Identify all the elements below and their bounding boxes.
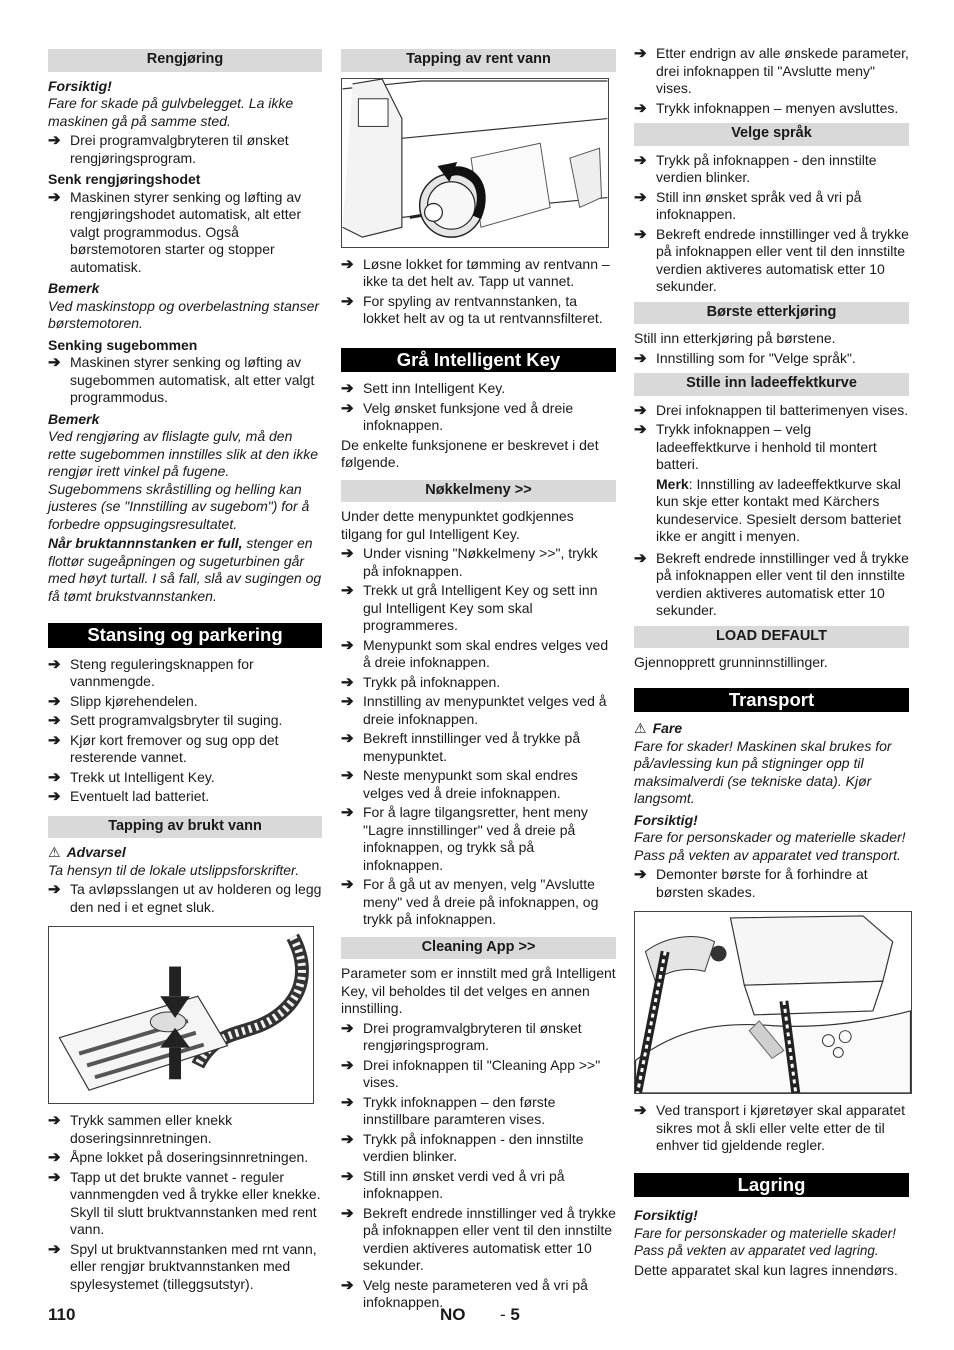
list-item: ➔ Tapp ut det brukte vannet - reguler vannmengden ved å trykke eller knekke. Skyll til slutt bruktvannstanken med rent vann. <box>48 1168 321 1237</box>
danger-text: Fare for skader! Maskinen skal brukes for på/avlessing kun på stigninger opp til maksimalverdi (se tekniske data). Kjør langsomt. <box>634 737 892 806</box>
section-heading-transport: Transport <box>634 688 909 713</box>
list-item: ➔ Bekreft endrede innstillinger ved å trykke på infoknappen eller vent til den innstilte verdien aktiveres automatisk etter 10 sekunder. <box>634 549 909 618</box>
list-item: ➔ Still inn ønsket språk ved å vri på infoknappen. <box>634 188 862 222</box>
list-item: ➔ Drei programvalgbryteren til ønsket rengjøringsprogram. <box>48 132 289 166</box>
arrow-icon: ➔ <box>341 767 354 784</box>
arrow-icon: ➔ <box>341 636 354 654</box>
arrow-icon: ➔ <box>634 151 647 169</box>
list-item: ➔ Eventuelt lad batteriet. <box>48 788 210 805</box>
list-item: ➔ Velg ønsket funksjone ved å dreie infoknappen. <box>341 399 574 433</box>
list-item: ➔ Trykk på infoknappen. <box>341 673 501 691</box>
list-item: ➔ Trekk ut grå Intelligent Key og sett inn gul Intelligent Key som skal programmeres. <box>341 582 598 633</box>
arrow-icon: ➔ <box>48 692 61 710</box>
subheading-senk-rengjoringshodet: Senk rengjøringshodet <box>48 171 201 187</box>
list-item: ➔ Kjør kort fremover og sug opp det resterende vannet. <box>48 731 279 765</box>
arrow-icon: ➔ <box>341 693 354 710</box>
list-item: ➔ Innstilling som for "Velge språk". <box>634 349 856 367</box>
arrow-icon: ➔ <box>341 876 354 893</box>
list-item: ➔ Sett inn Intelligent Key. <box>341 380 506 397</box>
list-item: ➔ Still inn ønsket verdi ved å vri på infoknappen. <box>341 1167 565 1201</box>
warning-text: Ta hensyn til de lokale utslippsforskrifter. <box>48 861 300 878</box>
paragraph: De enkelte funksjonene er beskrevet i det følgende. <box>341 436 599 470</box>
list-item: ➔ For å lagre tilgangsretter, hent meny "Lagre innstillinger" ved å dreie på infoknappen, og trykk så på infoknappen. <box>341 804 588 873</box>
list-item: ➔ Drei infoknappen til batterimenyen vises. <box>634 401 909 419</box>
arrow-icon: ➔ <box>341 1019 354 1037</box>
list-item: ➔ Velg neste parameteren ved å vri på infoknappen. <box>341 1276 588 1310</box>
section-heading-borste: Børste etterkjøring <box>634 302 909 325</box>
list-item: ➔ Under visning "Nøkkelmeny >>", trykk på infoknappen. <box>341 545 598 579</box>
arrow-icon: ➔ <box>634 401 647 419</box>
arrow-icon: ➔ <box>48 1112 61 1129</box>
list-item: ➔ Steng reguleringsknappen for vannmengde. <box>48 655 254 689</box>
page-number: 110 <box>48 1305 76 1324</box>
figure-clean-water-cap <box>341 78 609 248</box>
arrow-icon: ➔ <box>341 1093 354 1111</box>
arrow-icon: ➔ <box>341 255 354 273</box>
list-item: ➔ Maskinen styrer senking og løfting av rengjøringshodet automatisk, alt etter valgt programmodus. Også børstemotoren starter og stopper automatisk. <box>48 188 302 275</box>
nokkelmeny-list <box>341 545 616 929</box>
list-item: ➔ Neste menypunkt som skal endres velges ved å dreie infoknappen. <box>341 767 578 801</box>
section-heading-ladeeffekt: Stille inn ladeeffektkurve <box>634 373 909 396</box>
list-item: ➔ Drei infoknappen til "Cleaning App >>" vises. <box>341 1056 601 1090</box>
list-item: ➔ Ved transport i kjøretøyer skal apparatet sikres mot å skli eller velte etter de til enhver tid gjeldende regler. <box>634 1102 905 1153</box>
arrow-icon: ➔ <box>634 188 647 206</box>
arrow-icon: ➔ <box>634 549 647 567</box>
arrow-icon: ➔ <box>341 582 354 599</box>
list-item: ➔ Menypunkt som skal endres velges ved å dreie infoknappen. <box>341 636 609 670</box>
list-item: ➔ Innstilling av menypunktet velges ved å dreie infoknappen. <box>341 693 607 727</box>
list-item: ➔ Trykk på infoknappen - den innstilte verdien blinker. <box>341 1130 584 1164</box>
arrow-icon: ➔ <box>48 712 61 729</box>
list-item: ➔ Bekreft innstillinger ved å trykke på menypunktet. <box>341 730 581 764</box>
warning-row: ⚠ Advarsel <box>48 844 126 860</box>
section-heading-cleaning-app: Cleaning App >> <box>341 937 616 960</box>
list-item: ➔ Etter endrign av alle ønskede parameter, drei infoknappen til "Avslutte meny" vises. <box>634 45 909 96</box>
cleaning-app-list <box>341 1020 616 1312</box>
list-item: ➔ Trykk på infoknappen - den innstilte verdien blinker. <box>634 151 877 185</box>
arrow-icon: ➔ <box>48 788 61 805</box>
column-left <box>48 45 322 1295</box>
list-item: ➔ Spyl ut bruktvannstanken med rnt vann, eller rengjør bruktvannstanken med spylesystemet (tilleggsutstyr). <box>48 1240 317 1292</box>
list-item: ➔ Trykk infoknappen – menyen avsluttes. <box>634 99 899 117</box>
arrow-icon: ➔ <box>341 380 354 397</box>
column-middle <box>341 45 616 1314</box>
language-code: NO <box>440 1305 466 1324</box>
list-item: ➔ Drei programvalgbryteren til ønsket rengjøringsprogram. <box>341 1019 582 1053</box>
arrow-icon: ➔ <box>48 1168 61 1186</box>
note-text-full-tank: Når bruktannnstanken er full, stenger en flottør sugeåpningen og sugeturbinen går med høyt turtall. I så fall, slå av sugingen og få tømt brukstvannstanken. <box>48 535 322 604</box>
column-right <box>634 45 909 1281</box>
note-merk: Merk: Innstilling av ladeeffektkurve skal kun skje etter kontakt med Kärchers kundeservice. Spesielt dersom batteriet ikke er angitt i menyen. <box>656 475 902 544</box>
arrow-icon: ➔ <box>48 768 61 786</box>
arrow-icon: ➔ <box>341 1130 354 1148</box>
section-heading-velge-sprak: Velge språk <box>634 123 909 146</box>
arrow-icon: ➔ <box>341 545 354 562</box>
section-heading-nokkelmeny: Nøkkelmeny >> <box>341 480 616 503</box>
arrow-icon: ➔ <box>48 1240 61 1258</box>
caution-text: Fare for skade på gulvbelegget. La ikke maskinen gå på samme sted. <box>48 95 294 129</box>
stansing-list <box>48 656 322 806</box>
list-item: ➔ Demonter børste for å forhindre at børsten skades. <box>634 866 868 900</box>
arrow-icon: ➔ <box>48 1149 61 1166</box>
section-heading-tapping-rent: Tapping av rent vann <box>341 49 616 72</box>
list-item: ➔ Løsne lokket for tømming av rentvann – ikke ta det helt av. Tapp ut vannet. <box>341 255 610 289</box>
list-item: ➔ Åpne lokket på doseringsinnretningen. <box>48 1149 309 1166</box>
arrow-icon: ➔ <box>48 354 61 371</box>
list-item: ➔ Maskinen styrer senking og løfting av sugebommen automatisk, alt etter valgt programmodus. <box>48 354 315 405</box>
sub-page-number: - 5 <box>500 1305 520 1324</box>
list-item: ➔ Bekreft endrede innstillinger ved å trykke på infoknappen eller vent til den innstilte verdien aktiveres automatisk etter 10 sekunder. <box>341 1204 616 1273</box>
caution-text: Fare for personskader og materielle skader! Pass på vekten av apparatet ved lagring. <box>634 1225 896 1258</box>
list-item: ➔ Ta avløpsslangen ut av holderen og legg den ned i et egnet sluk. <box>48 881 322 915</box>
arrow-icon: ➔ <box>341 804 354 821</box>
caution-label: Forsiktig! <box>634 1207 698 1223</box>
warning-triangle-icon: ⚠ <box>634 720 647 736</box>
section-heading-stansing: Stansing og parkering <box>48 623 322 648</box>
list-item: ➔ For å gå ut av menyen, velg "Avslutte meny" ved å dreie på infoknappen, og trykk på infoknappen. <box>341 876 599 927</box>
figure-transport <box>634 911 912 1094</box>
arrow-icon: ➔ <box>341 1204 354 1222</box>
section-heading-load-default: LOAD DEFAULT <box>634 626 909 649</box>
arrow-icon: ➔ <box>634 45 647 62</box>
arrow-icon: ➔ <box>634 1102 647 1119</box>
list-item: ➔ Trykk sammen eller knekk doseringsinnretningen. <box>48 1112 233 1146</box>
arrow-icon: ➔ <box>341 399 354 417</box>
section-heading-rengjoring: Rengjøring <box>48 49 322 72</box>
danger-row: ⚠ Fare <box>634 720 683 736</box>
arrow-icon: ➔ <box>48 188 61 206</box>
paragraph: Parameter som er innstilt med grå Intelligent Key, vil beholdes til det velges en annen innstilling. <box>341 965 616 1016</box>
arrow-icon: ➔ <box>48 881 61 898</box>
note-label: Bemerk <box>48 280 100 296</box>
list-item: ➔ Bekreft endrede innstillinger ved å trykke på infoknappen eller vent til den innstilte verdien aktiveres automatisk etter 10 sekunder. <box>634 225 909 294</box>
arrow-icon: ➔ <box>634 225 647 243</box>
paragraph: Dette apparatet skal kun lagres innendørs. <box>634 1261 898 1278</box>
paragraph: Gjennopprett grunninnstillinger. <box>634 654 828 670</box>
subheading-senking-sugebommen: Senking sugebommen <box>48 336 198 353</box>
drain-hose-illustration <box>49 927 313 1103</box>
section-heading-tapping-brukt: Tapping av brukt vann <box>48 816 322 839</box>
arrow-icon: ➔ <box>634 421 647 438</box>
arrow-icon: ➔ <box>341 673 354 691</box>
arrow-icon: ➔ <box>341 1276 354 1294</box>
arrow-icon: ➔ <box>341 292 354 310</box>
list-item: ➔ Sett programvalgsbryter til suging. <box>48 712 283 729</box>
list-item: ➔ Trykk infoknappen – den første innstillbare paramteren vises. <box>341 1093 556 1127</box>
clean-water-cap-illustration <box>342 79 608 247</box>
arrow-icon: ➔ <box>634 349 647 367</box>
list-item: ➔ Slipp kjørehendelen. <box>48 692 198 710</box>
note-text: Ved maskinstopp og overbelastning stanser børstemotoren. <box>48 297 320 331</box>
tapping-brukt-list <box>48 1112 322 1293</box>
arrow-icon: ➔ <box>634 866 647 883</box>
note-text: Ved rengjøring av flislagte gulv, må den rette sugebommen innstilles slik at den ikke rengjør irett vinkel på fugene. Sugebommens skråstilling og helling kan justeres (se "Innstilling av sugebom") for å forbedre oppsugingsresultatet. <box>48 428 319 532</box>
arrow-icon: ➔ <box>48 655 61 673</box>
figure-drain-hose <box>48 926 314 1104</box>
note-label: Bemerk <box>48 410 100 427</box>
paragraph: Still inn etterkjøring på børstene. <box>634 330 836 346</box>
section-heading-lagring: Lagring <box>634 1173 909 1198</box>
list-item: ➔ Trykk infoknappen – velg ladeeffektkurve i henhold til montert batteri. <box>634 421 877 472</box>
arrow-icon: ➔ <box>48 731 61 749</box>
arrow-icon: ➔ <box>48 132 61 149</box>
warning-triangle-icon: ⚠ <box>48 844 61 860</box>
section-heading-gra-key: Grå Intelligent Key <box>341 348 616 373</box>
arrow-icon: ➔ <box>341 730 354 747</box>
arrow-icon: ➔ <box>634 99 647 117</box>
list-item: ➔ For spyling av rentvannstanken, ta lokket helt av og ta ut rentvannsfilteret. <box>341 292 603 326</box>
transport-tiedown-illustration <box>635 912 911 1093</box>
paragraph: Under dette menypunktet godkjennes tilgang for gul Intelligent Key. <box>341 508 574 542</box>
arrow-icon: ➔ <box>341 1167 354 1185</box>
list-item: ➔ Trekk ut Intelligent Key. <box>48 768 215 786</box>
caution-text: Fare for personskader og materielle skader! Pass på vekten av apparatet ved transport. <box>634 829 906 863</box>
caution-label: Forsiktig! <box>634 811 698 828</box>
arrow-icon: ➔ <box>341 1056 354 1074</box>
caution-label: Forsiktig! <box>48 77 112 94</box>
